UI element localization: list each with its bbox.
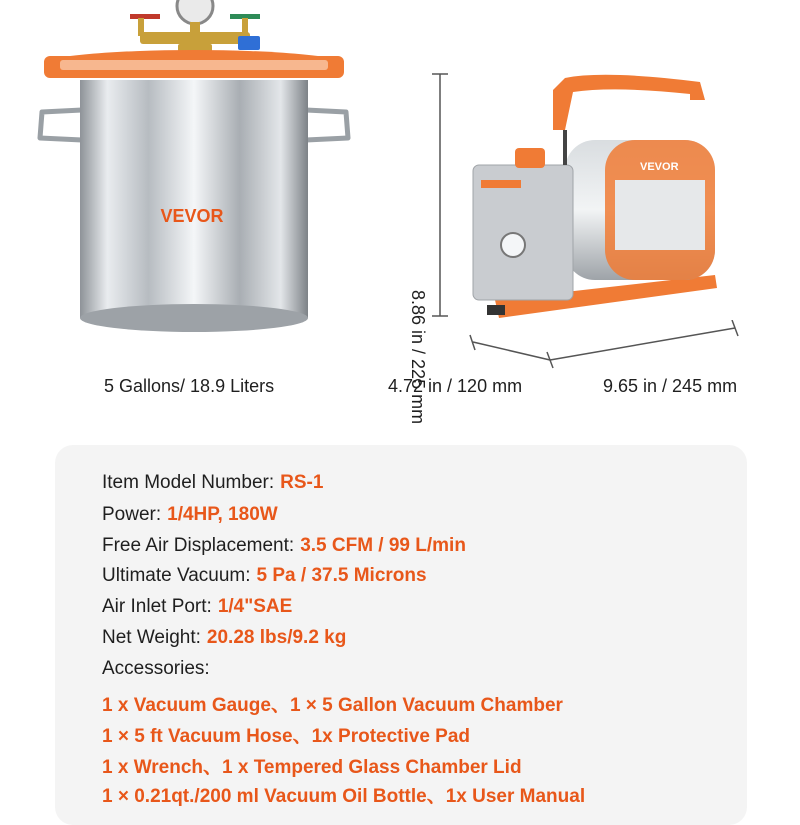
- spec-value: 3.5 CFM / 99 L/min: [300, 535, 466, 556]
- pump-height-label: 8.86 in / 225 mm: [408, 290, 428, 425]
- spec-free-air-displacement: [102, 535, 466, 557]
- pump-length-caption: 9.65 in / 245 mm: [603, 376, 738, 396]
- spec-label: Ultimate Vacuum:: [102, 565, 251, 586]
- spec-net-weight: [102, 627, 346, 649]
- spec-power: [102, 504, 278, 526]
- pump-brand-logo: VEVOR: [640, 161, 679, 173]
- spec-value: 20.28 lbs/9.2 kg: [206, 627, 347, 648]
- spec-label: Item Model Number:: [102, 472, 275, 493]
- vacuum-chamber-image: [20, 0, 360, 360]
- spec-label: Free Air Displacement:: [102, 535, 295, 556]
- spec-label: Air Inlet Port:: [102, 596, 212, 617]
- accessory-line: 1 x Vacuum Gauge、1 × 5 Gallon Vacuum Chamber: [102, 695, 563, 716]
- chamber-brand-logo: VEVOR: [160, 206, 224, 226]
- spec-value: RS-1: [280, 472, 324, 493]
- accessories-label: Accessories:: [102, 658, 210, 679]
- pump-width-caption: 4.72 in / 120 mm: [388, 376, 523, 396]
- vacuum-gauge: [177, 0, 213, 24]
- vacuum-pump-image: [465, 70, 735, 330]
- spec-air-inlet-port: [102, 596, 292, 618]
- accessory-line: 1 × 5 ft Vacuum Hose、1x Protective Pad: [102, 726, 471, 747]
- spec-value: 1/4HP, 180W: [167, 504, 278, 525]
- chamber-capacity-caption: 5 Gallons/ 18.9 Liters: [104, 376, 275, 396]
- spec-ultimate-vacuum: [102, 565, 427, 587]
- width-length-dimension-lines: [465, 320, 765, 380]
- spec-value: 1/4"SAE: [217, 596, 293, 617]
- oil-sight-glass: [501, 233, 525, 257]
- accessory-line: 1 x Wrench、1 x Tempered Glass Chamber Lid: [102, 757, 522, 778]
- spec-label: Power:: [102, 504, 162, 525]
- spec-value: 5 Pa / 37.5 Microns: [256, 565, 427, 586]
- accessory-line: 1 × 0.21qt./200 ml Vacuum Oil Bottle、1x User Manual: [102, 786, 586, 807]
- spec-label: Net Weight:: [102, 627, 201, 648]
- spec-model-number: [102, 472, 323, 494]
